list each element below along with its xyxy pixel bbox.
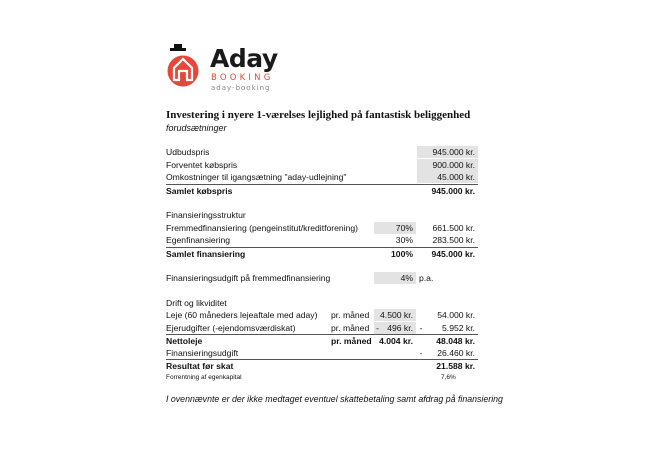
unit: p.a. (419, 272, 434, 283)
row-ejerudgifter (166, 322, 478, 334)
label: Leje (60 måneders lejeaftale med aday) (166, 310, 318, 320)
label: Drift og likviditet (166, 297, 227, 308)
value: 900.000 kr. (432, 159, 475, 170)
label: Forventet købspris (166, 159, 238, 170)
row-forrentning (166, 372, 478, 384)
sign: - (376, 322, 379, 333)
label: Udbudspris (166, 147, 210, 157)
sign: - (419, 322, 423, 333)
label: Omkostninger til igangsætning "aday-udlejning" (166, 172, 347, 182)
percent: 30% (395, 235, 413, 245)
row-samlet-finansiering (166, 247, 478, 260)
label: Egenfinansiering (166, 235, 231, 245)
value: 5.952 kr. (442, 322, 475, 333)
label: Nettoleje (166, 336, 203, 346)
label: Fremmedfinansiering (pengeinstitut/kreditforening) (166, 222, 359, 233)
label: Finansieringsudgift på fremmedfinansiering (166, 272, 331, 283)
percent: 100% (391, 248, 413, 259)
label: Finansieringsstruktur (166, 210, 246, 220)
value: 54.000 kr. (437, 310, 475, 320)
row-finansieringsudgift-rate (166, 272, 478, 284)
financing-heading (166, 209, 478, 221)
row-resultat-for-skat (166, 359, 478, 372)
logo-handle: aday-booking (211, 84, 271, 92)
value: 26.460 kr. (437, 347, 475, 358)
unit: pr. måned (331, 322, 370, 333)
value: 945.000 kr. (431, 185, 475, 196)
percent: 4% (400, 272, 413, 283)
operations-heading (166, 297, 478, 309)
page-subtitle: forudsætninger (166, 123, 227, 133)
monthly: 496 kr. (387, 322, 413, 333)
row-udbudspris (166, 146, 478, 158)
unit: pr. måned (331, 310, 370, 320)
monthly: 4.500 kr. (380, 310, 413, 320)
row-finansieringsudgift (166, 347, 478, 359)
logo (165, 44, 205, 89)
value: 21.588 kr. (436, 361, 475, 371)
row-nettoleje (166, 334, 478, 347)
label: Resultat før skat (166, 361, 234, 371)
value: 45.000 kr. (437, 172, 475, 182)
percent: 70% (395, 222, 413, 233)
sign: - (419, 347, 423, 358)
value: 945.000 kr. (432, 147, 475, 157)
page-title: Investering i nyere 1-værelses lejlighed på fantastisk beliggenhed (166, 109, 471, 121)
value: 283.500 kr. (432, 235, 475, 245)
label: Finansieringsudgift (166, 347, 239, 358)
label: Samlet finansiering (166, 248, 246, 259)
value: 48.048 kr. (436, 336, 475, 346)
value: 661.500 kr. (432, 222, 475, 233)
row-egenfinansiering (166, 234, 478, 246)
value: 7,6% (441, 373, 456, 381)
house-logo-icon (165, 44, 205, 89)
unit: pr. måned (331, 336, 372, 346)
row-samlet-kobspris (166, 184, 478, 197)
value: 945.000 kr. (431, 248, 475, 259)
monthly: 4.004 kr. (379, 336, 413, 346)
logo-booking: BOOKING (211, 73, 274, 83)
label: Ejerudgifter (-ejendomsværdiskat) (166, 322, 296, 333)
logo-name: Aday (210, 44, 278, 73)
label: Samlet købspris (166, 185, 233, 196)
row-fremmedfinansiering (166, 222, 478, 234)
row-leje (166, 309, 478, 321)
row-omkostninger (166, 171, 478, 183)
row-forventet-kobspris (166, 159, 478, 171)
label: Forrentning af egenkapital (166, 373, 242, 381)
footnote: I ovennævnte er der ikke medtaget eventuel skattebetaling samt afdrag på finansiering (166, 394, 503, 404)
